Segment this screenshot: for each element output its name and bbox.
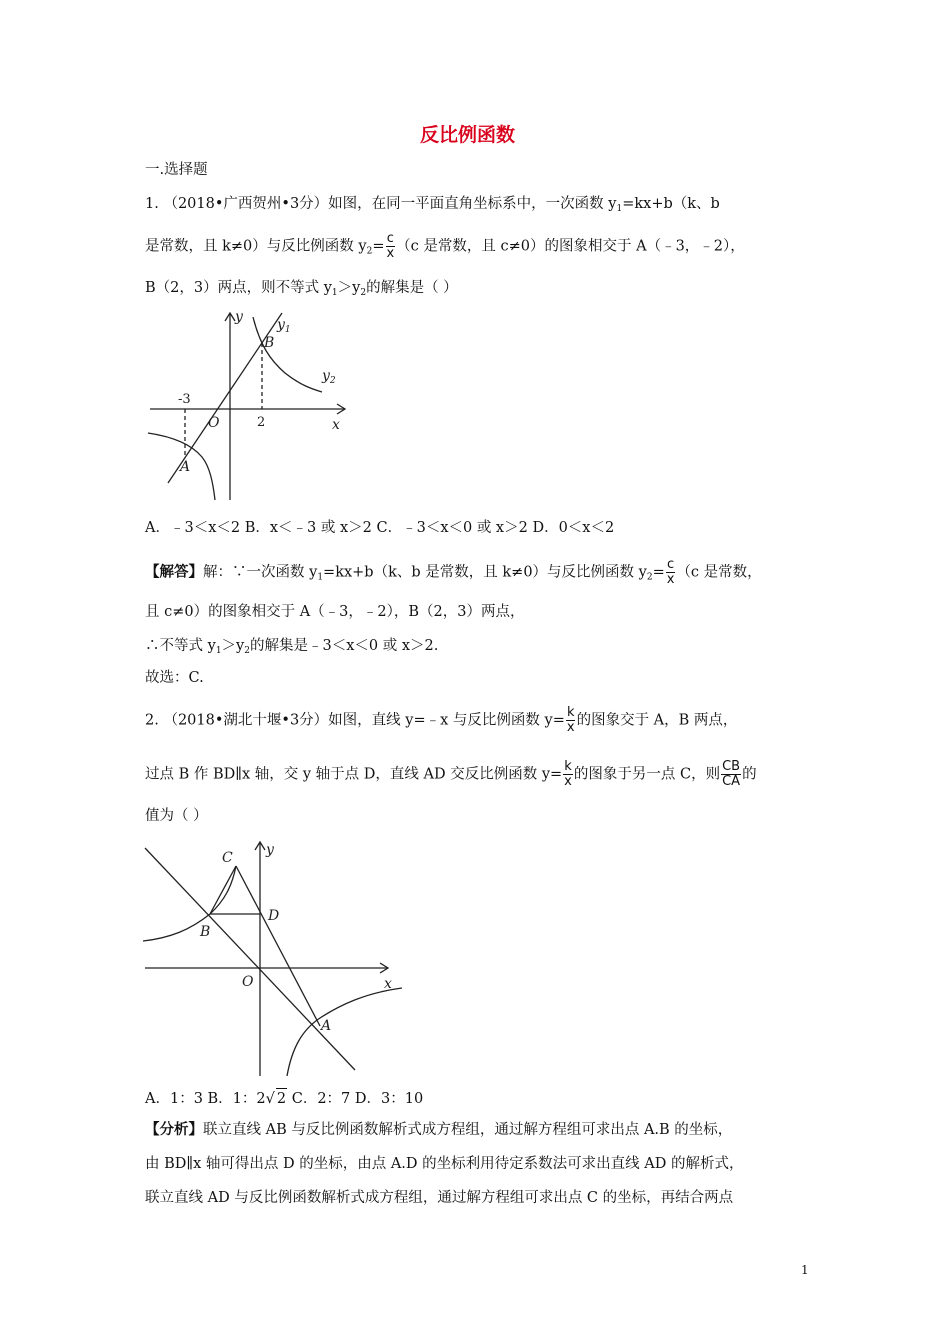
label-point-a: A [321,1018,332,1034]
label-origin: O [208,415,220,431]
line-y-neg-x [145,848,355,1070]
label-y1: $y_1$ [277,317,291,335]
q2-analysis-line1: 【分析】联立直线 AB 与反比例函数解析式成方程组，通过解方程组可求出点 A.B 的坐标， [145,1121,733,1138]
q1-answer-line3: ∴不等式 $y_1>y_2$的解集是﹣3＜x＜0 或 x＞2. [145,638,439,656]
label-y-axis: y [266,842,274,858]
tick-label-2: 2 [257,415,266,430]
sqrt-symbol: √ [265,1091,275,1107]
fraction-k-over-x: $\frac{k}{x}$ [564,759,572,789]
line-ad [236,866,320,1026]
label-point-d: D [268,908,280,924]
hyperbola-branch-q4 [287,988,402,1076]
fraction-cb-over-ca: $\frac{CB}{CA}$ [722,759,741,789]
label-point-b: B [264,335,275,351]
tick-label-minus3: -3 [178,392,191,407]
fraction-c-over-x: $\frac{c}{x}$ [386,231,395,261]
q1-answer-line1: 【解答】解：∵一次函数 $y_1=kx+b(k$、b 是常数，且 k≠0）与反比例函数 $y_2=$ $\frac{c}{x}$ （c 是常数， [145,557,762,587]
q2-stem-line3: 值为（ ） [145,808,208,824]
q1-stem-line2: 是常数，且 k≠0）与反比例函数 $y_2=$ $\frac{c}{x}$ （c 是常数，且 c≠0）的图象相交于 A（﹣3，﹣2）， [145,231,745,261]
page-title: 反比例函数 [420,124,516,146]
label-point-a: A [180,459,191,475]
page-number: 1 [801,1263,809,1277]
q2-options: A．1：3 B．1：2√ 2 C．2：7 D．3：10 [145,1088,423,1109]
q2-analysis-line2: 由 BD∥x 轴可得出点 D 的坐标，由点 A.D 的坐标利用待定系数法可求出直线 AD 的解析式， [145,1156,744,1172]
q2-analysis-line3: 联立直线 AD 与反比例函数解析式成方程组，通过解方程组可求出点 C 的坐标，再结合两点 [145,1190,734,1206]
fraction-k-over-x: $\frac{k}{x}$ [566,705,575,735]
answer-tag: 【解答】 [145,563,203,581]
analysis-tag: 【分析】 [145,1121,203,1138]
label-origin: O [242,974,254,990]
q2-graph [140,838,405,1078]
segment-bc [210,866,236,914]
q1-answer-line4: 故选：C. [145,670,204,686]
q1-answer-line2: 且 c≠0）的图象相交于 A（﹣3，﹣2），B（2，3）两点， [145,604,525,620]
q2-stem-line2: 过点 B 作 BD∥x 轴，交 y 轴于点 D，直线 AD 交反比例函数 y= $\frac{k}{x}$ 的图象于另一点 C，则 $\frac{CB}{CA}$ 的 [145,759,757,789]
q2-stem-line1: 2. （2018•湖北十堰•3分）如图，直线 y=﹣x 与反比例函数 y= $\frac{k}{x}$ 的图象交于 A，B 两点， [145,705,738,735]
label-y-axis: y [235,309,243,325]
q1-options: A．﹣3＜x＜2 B．x＜﹣3 或 x＞2 C．﹣3＜x＜0 或 x＞2 D．0＜x＜2 [145,520,615,536]
section-heading: 一.选择题 [145,162,208,178]
label-point-b: B [200,924,211,940]
label-point-c: C [222,850,233,866]
label-x-axis: x [384,976,392,992]
q1-stem-line1: 1. （2018•广西贺州•3分）如图，在同一平面直角坐标系中，一次函数 $y_1=kx+b(k$、b [145,196,720,214]
fraction-c-over-x: $\frac{c}{x}$ [666,557,675,587]
q1-graph [140,305,355,505]
q1-stem-line3: B（2，3）两点，则不等式 $y_1>y_2$的解集是（ ） [145,280,458,298]
label-y2: $y_2$ [322,368,336,386]
label-x-axis: x [332,417,340,433]
